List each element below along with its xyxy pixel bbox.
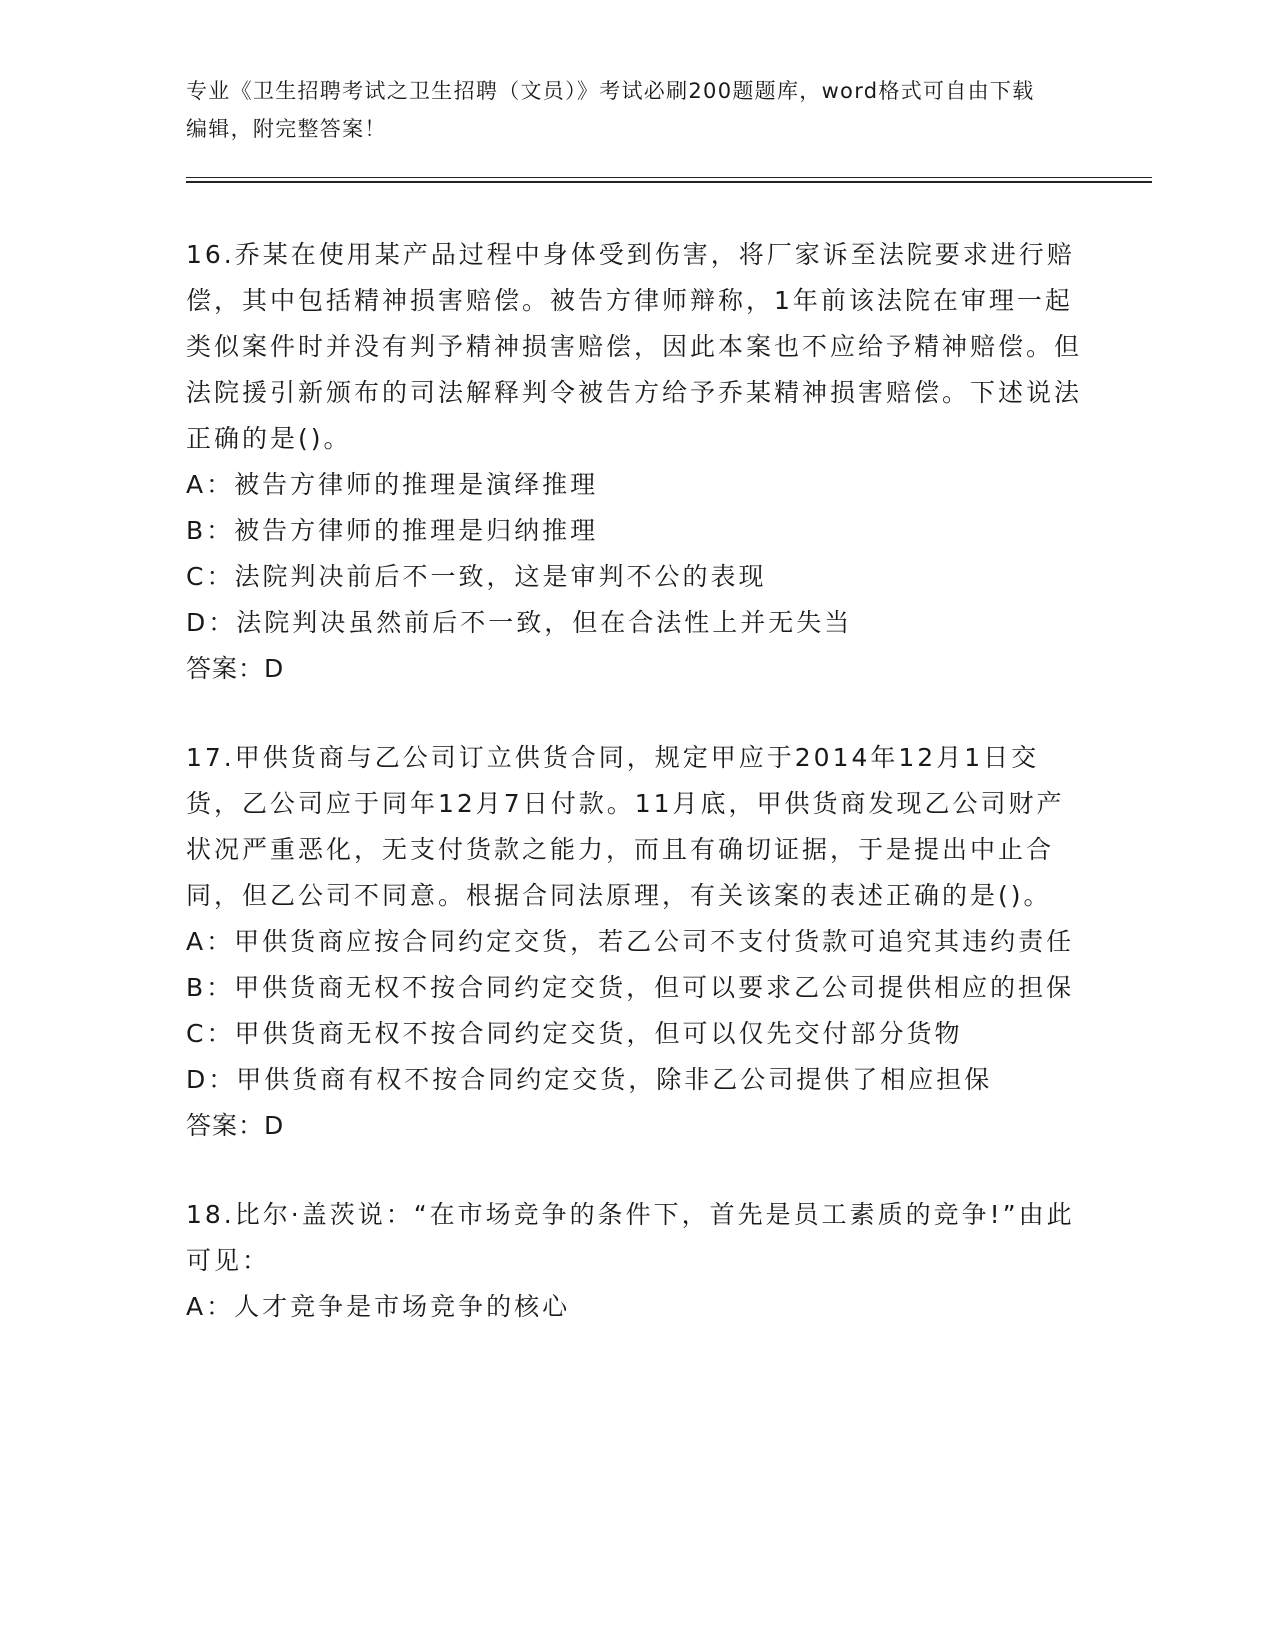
header-divider-thin	[186, 177, 1152, 178]
question-stem: 16.乔某在使用某产品过程中身体受到伤害，将厂家诉至法院要求进行赔偿，其中包括精神损害赔偿。被告方律师辩称，1年前该法院在审理一起类似案件时并没有判予精神损害赔偿，因此本案也不应给予精神赔偿。但法院援引新颁布的司法解释判令被告方给予乔某精神损害赔偿。下述说法正确的是()。	[186, 240, 1083, 453]
option-c: C：甲供货商无权不按合同约定交货，但可以仅先交付部分货物	[186, 1019, 963, 1048]
option-b: B：甲供货商无权不按合同约定交货，但可以要求乙公司提供相应的担保	[186, 973, 1075, 1002]
question-16	[186, 232, 1086, 692]
option-a: A：人才竞争是市场竞争的核心	[186, 1292, 571, 1321]
option-d: D：法院判决虽然前后不一致，但在合法性上并无失当	[186, 608, 853, 637]
option-d: D：甲供货商有权不按合同约定交货，除非乙公司提供了相应担保	[186, 1065, 993, 1094]
question-17	[186, 735, 1086, 1149]
header-divider-thick	[186, 181, 1152, 183]
option-c: C：法院判决前后不一致，这是审判不公的表现	[186, 562, 767, 591]
answer-line: 答案：D	[186, 654, 285, 683]
question-stem: 17.甲供货商与乙公司订立供货合同，规定甲应于2014年12月1日交货，乙公司应于同年12月7日付款。11月底，甲供货商发现乙公司财产状况严重恶化，无支付货款之能力，而且有确切证据，于是提出中止合同，但乙公司不同意。根据合同法原理，有关该案的表述正确的是()。	[186, 743, 1065, 910]
question-stem: 18.比尔·盖茨说：“在市场竞争的条件下，首先是员工素质的竞争!”由此可见：	[186, 1200, 1075, 1275]
option-a: A：甲供货商应按合同约定交货，若乙公司不支付货款可追究其违约责任	[186, 927, 1075, 956]
option-b: B：被告方律师的推理是归纳推理	[186, 516, 599, 545]
option-a: A：被告方律师的推理是演绎推理	[186, 470, 599, 499]
question-18	[186, 1192, 1086, 1330]
question-list	[186, 232, 1086, 1373]
answer-line: 答案：D	[186, 1111, 285, 1140]
document-header: 专业《卫生招聘考试之卫生招聘（文员）》考试必刷200题题库，word格式可自由下载编辑，附完整答案！	[186, 79, 1035, 141]
